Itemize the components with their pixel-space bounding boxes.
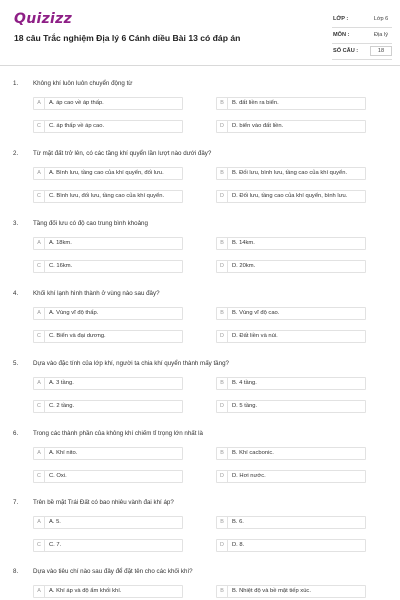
answer-letter: C [34, 261, 45, 272]
answer-letter: C [34, 191, 45, 202]
answer-option[interactable] [33, 585, 183, 598]
meta-row-class [332, 12, 392, 28]
answer-option[interactable] [33, 190, 183, 203]
answer-letter: B [217, 586, 228, 597]
answer-text: A. Bình lưu, tầng cao của khí quyển, đối lưu. [49, 170, 164, 176]
answer-option[interactable] [216, 539, 366, 552]
document-title: 18 câu Trắc nghiệm Địa lý 6 Cánh diều Bài 13 có đáp án [14, 33, 241, 43]
answer-option[interactable] [33, 330, 183, 343]
answer-letter: B [217, 517, 228, 528]
answer-option[interactable] [216, 237, 366, 250]
answer-option[interactable] [216, 447, 366, 460]
answer-text: D. Đối lưu, tầng cao của khí quyển, bình lưu. [232, 193, 348, 199]
answer-text: C. Bình lưu, đối lưu, tầng cao của khí quyển. [49, 193, 165, 199]
question-text: Dựa vào tiêu chí nào sau đây để đặt tên cho các khối khí? [33, 568, 193, 575]
answer-text: D. Hơi nước. [232, 473, 266, 479]
answer-letter: A [34, 168, 45, 179]
answer-text: B. Vùng vĩ độ cao. [232, 310, 280, 316]
meta-value: Lớp 6 [373, 16, 389, 22]
answer-letter: D [217, 331, 228, 342]
answer-option[interactable] [33, 400, 183, 413]
answer-letter: A [34, 98, 45, 109]
question-2 [0, 150, 400, 220]
answer-option[interactable] [33, 377, 183, 390]
answer-letter: D [217, 401, 228, 412]
answer-text: A. Khí áp và độ ẩm khối khí. [49, 588, 122, 594]
question-text: Từ mặt đất trở lên, có các tầng khí quyển lần lượt nào dưới đây? [33, 150, 212, 157]
question-6 [0, 430, 400, 500]
answer-letter: A [34, 238, 45, 249]
answer-text: D. Đất liền và núi. [232, 333, 278, 339]
answer-text: B. đất liền ra biển. [232, 100, 279, 106]
answer-letter: D [217, 261, 228, 272]
answer-letter: A [34, 586, 45, 597]
answer-option[interactable] [216, 97, 366, 110]
answer-letter: C [34, 121, 45, 132]
answer-option[interactable] [33, 237, 183, 250]
answer-letter: B [217, 238, 228, 249]
answer-text: D. 8. [232, 542, 245, 548]
question-text: Trong các thành phần của không khí chiếm tỉ trọng lớn nhất là [33, 430, 203, 437]
answer-text: B. 6. [232, 519, 244, 525]
answer-text: C. 2 tầng. [49, 403, 75, 409]
question-number: 8. [13, 568, 19, 575]
answer-text: C. áp thấp về áp cao. [49, 123, 105, 129]
answer-letter: D [217, 191, 228, 202]
answer-option[interactable] [216, 307, 366, 320]
answer-option[interactable] [33, 97, 183, 110]
meta-label: MÔN : [333, 32, 350, 38]
meta-label: LỚP : [333, 16, 349, 22]
answer-text: B. Khí cacbonic. [232, 450, 274, 456]
answer-text: C. 7. [49, 542, 62, 548]
meta-label: SỐ CÂU : [333, 48, 359, 54]
question-3 [0, 220, 400, 290]
answer-letter: D [217, 471, 228, 482]
answer-text: B. Nhiệt độ và bề mặt tiếp xúc. [232, 588, 311, 594]
question-number: 6. [13, 430, 19, 437]
answer-text: D. biển vào đất liền. [232, 123, 284, 129]
answer-letter: A [34, 448, 45, 459]
answer-letter: B [217, 168, 228, 179]
question-number: 7. [13, 499, 19, 506]
answer-text: A. 18km. [49, 240, 72, 246]
answer-text: A. áp cao về áp thấp. [49, 100, 104, 106]
question-8 [0, 568, 400, 600]
answer-letter: B [217, 378, 228, 389]
question-5 [0, 360, 400, 430]
answer-letter: A [34, 378, 45, 389]
question-text: Tầng đối lưu có độ cao trung bình khoảng [33, 220, 148, 227]
document-header [0, 0, 400, 66]
answer-option[interactable] [216, 377, 366, 390]
question-number: 1. [13, 80, 19, 87]
answer-option[interactable] [216, 260, 366, 273]
answer-option[interactable] [33, 539, 183, 552]
meta-row-count [332, 44, 392, 60]
answer-option[interactable] [216, 516, 366, 529]
answer-text: B. Đối lưu, bình lưu, tầng cao của khí quyển. [232, 170, 348, 176]
answer-text: A. 3 tầng. [49, 380, 74, 386]
question-number: 3. [13, 220, 19, 227]
answer-option[interactable] [33, 120, 183, 133]
question-text: Khối khí lạnh hình thành ở vùng nào sau đây? [33, 290, 160, 297]
answer-letter: C [34, 401, 45, 412]
answer-option[interactable] [216, 167, 366, 180]
answer-option[interactable] [33, 470, 183, 483]
answer-text: C. Biển và đại dương. [49, 333, 106, 339]
answer-option[interactable] [216, 585, 366, 598]
answer-letter: C [34, 540, 45, 551]
question-number: 4. [13, 290, 19, 297]
answer-text: A. Vùng vĩ độ thấp. [49, 310, 99, 316]
answer-text: B. 14km. [232, 240, 255, 246]
question-7 [0, 499, 400, 569]
meta-value: Địa lý [374, 32, 388, 38]
answer-text: D. 5 tầng. [232, 403, 258, 409]
question-number: 5. [13, 360, 19, 367]
answer-option[interactable] [216, 470, 366, 483]
meta-row-subject [332, 28, 392, 44]
answer-letter: B [217, 98, 228, 109]
question-text: Không khí luôn luôn chuyển động từ [33, 80, 133, 87]
answer-text: C. 16km. [49, 263, 73, 269]
answer-letter: A [34, 517, 45, 528]
question-text: Dựa vào đặc tính của lớp khí, người ta chia khí quyển thành mấy tầng? [33, 360, 229, 367]
answer-option[interactable] [216, 190, 366, 203]
answer-option[interactable] [33, 167, 183, 180]
answer-option[interactable] [216, 400, 366, 413]
question-number: 2. [13, 150, 19, 157]
answer-option[interactable] [216, 330, 366, 343]
answer-letter: D [217, 121, 228, 132]
answer-option[interactable] [33, 307, 183, 320]
answer-option[interactable] [33, 447, 183, 460]
answer-letter: C [34, 331, 45, 342]
answer-letter: B [217, 448, 228, 459]
answer-text: A. 5. [49, 519, 61, 525]
question-1 [0, 80, 400, 150]
question-text: Trên bề mặt Trái Đất có bao nhiêu vành đai khí áp? [33, 499, 174, 506]
question-4 [0, 290, 400, 360]
answer-text: D. 20km. [232, 263, 256, 269]
answer-text: A. Khí nito. [49, 450, 78, 456]
answer-letter: C [34, 471, 45, 482]
answer-letter: D [217, 540, 228, 551]
quizizz-logo: Quizizz [14, 11, 73, 27]
answer-option[interactable] [33, 516, 183, 529]
meta-value: 18 [370, 46, 392, 56]
answer-option[interactable] [216, 120, 366, 133]
answer-text: B. 4 tầng. [232, 380, 257, 386]
answer-letter: B [217, 308, 228, 319]
answer-text: C. Oxi. [49, 473, 67, 479]
answer-option[interactable] [33, 260, 183, 273]
answer-letter: A [34, 308, 45, 319]
